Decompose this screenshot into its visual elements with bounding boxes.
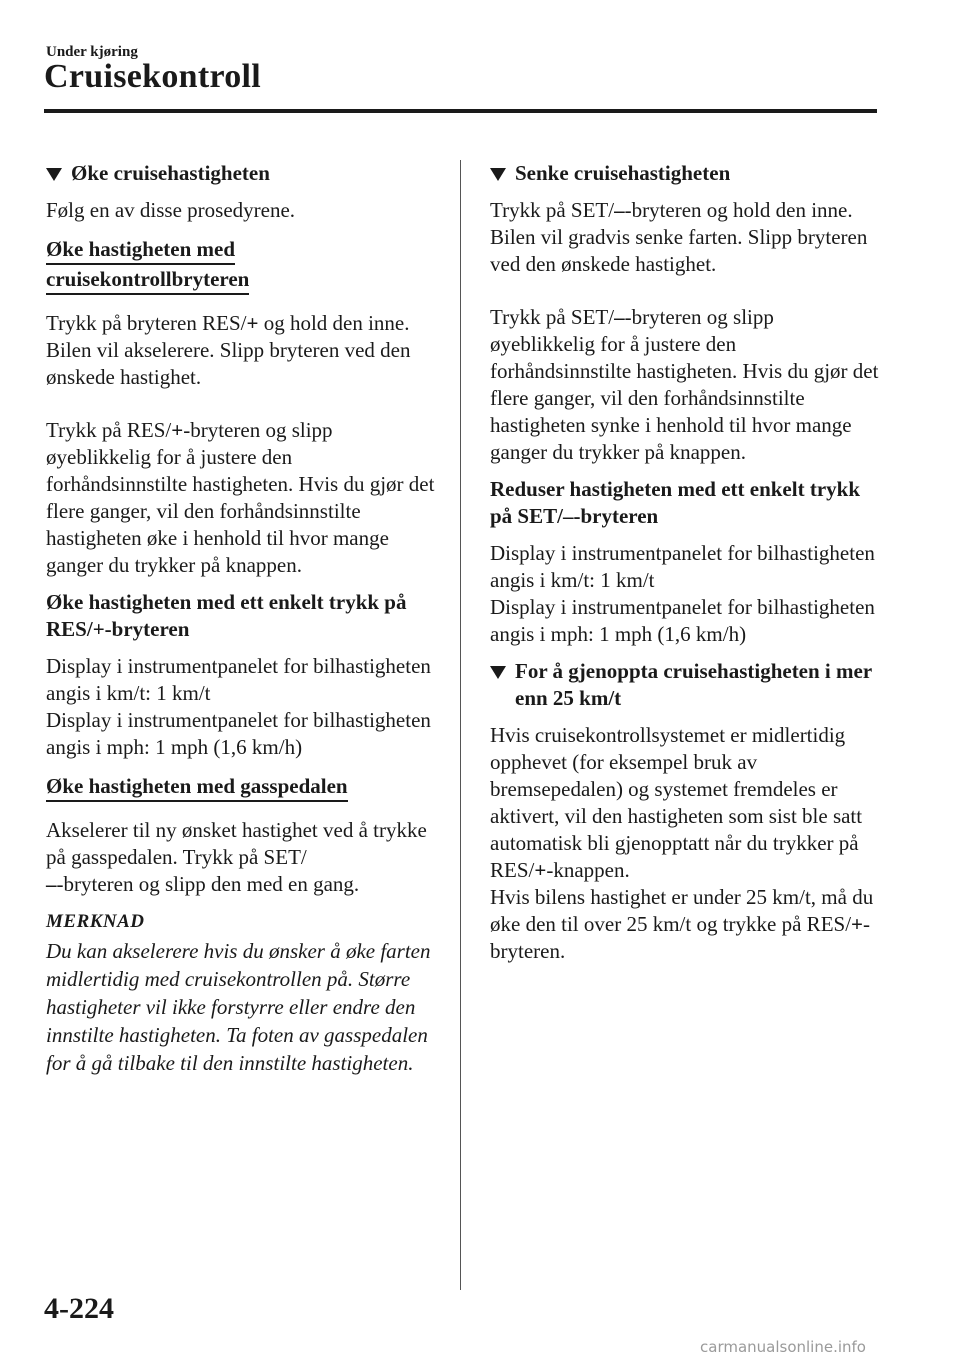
watermark: carmanualsonline.info (700, 1338, 866, 1356)
section-kicker: Under kjøring (46, 44, 138, 60)
section-heading-resume: For å gjenoppta cruisehastigheten i mer enn 25 km/t (490, 658, 882, 712)
bold-subheading: Reduser hastigheten med ett enkelt trykk på SET/– -bryteren (490, 476, 882, 530)
note-text: Du kan akselerere hvis du ønsker å øke farten midlertidig med cruisekontrollen på. Større hastigheter vil ikke forstyrre eller endre den innstilte hastigheten. Ta foten av gasspedalen for å gå tilbake til den innstilte hastigheten. (46, 939, 431, 1075)
paragraph: Display i instrumentpanelet for bilhastigheten angis i mph: 1 mph (1,6 km/h) (46, 708, 431, 759)
minus-icon (614, 198, 625, 222)
paragraph: Display i instrumentpanelet for bilhastigheten angis i km/t: 1 km/t (46, 654, 431, 705)
paragraph: Akselerer til ny ønsket hastighet ved å trykke på gasspedalen. Trykk på SET/ – -bryteren og slipp den med en gang. (46, 817, 438, 898)
paragraph: Trykk på SET/– -bryteren og slipp øyeblikkelig for å justere den forhåndsinnstilte hastigheten. Hvis du gjør det flere ganger, vil den forhåndsinnstilte hastigheten synke i henhold til hvor mange ganger du trykker på knappen. (490, 304, 882, 466)
plus-icon (534, 858, 546, 882)
paragraph: Hvis cruisekontrollsystemet er midlertidig opphevet (for eksempel bruk av bremsepedalen) og systemet fremdeles er aktivert, vil den hastigheten som sist ble satt automatisk bli gjenopptatt når du trykker på RES/+ -knappen. (490, 722, 882, 884)
paragraph: Hvis bilens hastighet er under 25 km/t, må du øke den til over 25 km/t og trykke på RES/+ -bryteren. (490, 884, 882, 965)
paragraph: Display i instrumentpanelet for bilhastigheten angis i mph: 1 mph (1,6 km/h) (490, 595, 875, 646)
plus-icon (246, 311, 258, 335)
column-divider (460, 160, 461, 1290)
note-title: MERKNAD (46, 911, 145, 932)
paragraph: Trykk på bryteren RES/+ og hold den inne. Bilen vil akselerere. Slipp bryteren ved den ønskede hastighet. (46, 310, 438, 391)
left-column (46, 160, 438, 1077)
paragraph: Trykk på SET/– -bryteren og hold den inne. Bilen vil gradvis senke farten. Slipp bryteren ved den ønskede hastighet. (490, 197, 882, 278)
subheading-switch: Øke hastigheten med cruisekontrollbryteren (46, 234, 438, 294)
triangle-down-icon (46, 168, 62, 181)
minus-icon (614, 305, 625, 329)
page-number: 4-224 (44, 1292, 114, 1325)
section-heading-decrease: Senke cruisehastigheten (490, 160, 882, 187)
plus-icon (93, 617, 105, 641)
section-heading-increase: Øke cruisehastigheten (46, 160, 438, 187)
minus-icon (46, 872, 57, 896)
bold-subheading: Øke hastigheten med ett enkelt trykk på RES/+ -bryteren (46, 589, 438, 643)
right-column (490, 160, 882, 975)
minus-icon (563, 504, 574, 528)
paragraph: Følg en av disse prosedyrene. (46, 198, 296, 222)
plus-icon (851, 912, 863, 936)
triangle-down-icon (490, 168, 506, 181)
subheading-pedal: Øke hastigheten med gasspedalen (46, 771, 438, 801)
plus-icon (171, 418, 183, 442)
page-title: Cruisekontroll (44, 58, 262, 95)
header-rule (44, 109, 877, 113)
triangle-down-icon (490, 666, 506, 679)
paragraph: Display i instrumentpanelet for bilhastigheten angis i km/t: 1 km/t (490, 541, 875, 592)
paragraph: Trykk på RES/+ -bryteren og slipp øyeblikkelig for å justere den forhåndsinnstilte hastigheten. Hvis du gjør det flere ganger, vil den forhåndsinnstilte hastigheten øke i henhold til hvor mange ganger du trykker på knappen. (46, 417, 438, 579)
